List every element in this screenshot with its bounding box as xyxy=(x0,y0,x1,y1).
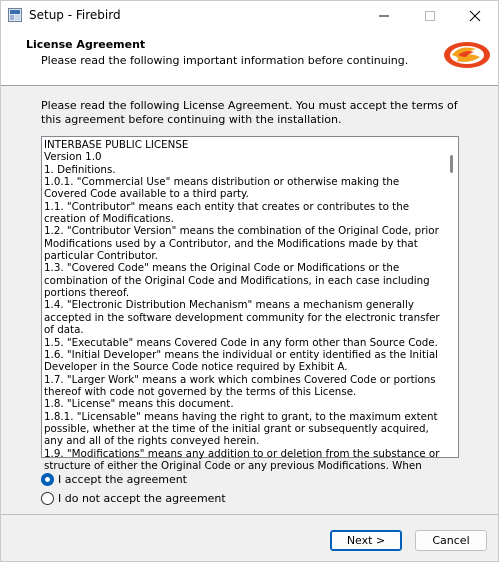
setup-app-icon xyxy=(8,8,22,22)
intro-text: Please read the following License Agreement. You must accept the terms of this agreement before continuing with the installation. xyxy=(41,99,458,126)
minimize-button[interactable] xyxy=(361,1,407,30)
page-subtitle: Please read the following important information before continuing. xyxy=(41,54,409,67)
accept-label: I accept the agreement xyxy=(58,472,187,486)
accept-radio[interactable] xyxy=(41,473,54,486)
decline-radio[interactable] xyxy=(41,492,54,505)
window-title: Setup - Firebird xyxy=(29,8,121,22)
next-button[interactable]: Next > xyxy=(330,530,402,551)
page-title: License Agreement xyxy=(26,38,146,51)
close-icon xyxy=(470,11,480,21)
firebird-logo-icon xyxy=(442,40,492,70)
cancel-button[interactable]: Cancel xyxy=(415,530,487,551)
minimize-icon xyxy=(379,11,389,21)
close-button[interactable] xyxy=(452,1,498,30)
title-bar[interactable] xyxy=(1,1,498,30)
scrollbar-thumb[interactable] xyxy=(450,155,453,173)
footer-divider xyxy=(1,514,498,515)
decline-option[interactable] xyxy=(41,490,226,506)
license-textbox[interactable] xyxy=(41,136,459,472)
license-text: INTERBASE PUBLIC LICENSE Version 1.0 1. Definitions. 1.0.1. "Commercial Use" means distribution or otherwise making the Covered Code available to a third party. 1.1. "Contributor" means each entity that creates or contributes to the creation of Modifications. 1.2. "Contributor Version" means the combination of the Original Code, prior Modifications used by a Contributor, and the Modifications made by that particular Contributor. 1.3. "Covered Code" means the Original Code or Modifications or the combination of the Original Code and Modifications, in each case including portions thereof. 1.4. "Electronic Distribution Mechanism" means a mechanism generally accepted in the software development community for the electronic transfer of data. 1.5. "Executable" means Covered Code in any form other than Source Code. 1.6. "Initial Developer" means the individual or entity identified as the Initial Developer in the Source Code notice required by Exhibit A. 1.7. "Larger Work" means a work which combines Covered Code or portions thereof with code not governed by the terms of this License. 1.8. "License" means this document. 1.8.1. "Licensable" means having the right to grant, to the maximum extent possible, whether at the time of the initial grant or subsequently acquired, any and all of the rights conveyed herein. 1.9. "Modifications" means any addition to or deletion from the substance or structure of either the Original Code or any previous Modifications. When xyxy=(44,139,440,472)
maximize-icon xyxy=(425,11,435,21)
accept-option[interactable] xyxy=(41,471,187,487)
maximize-button[interactable] xyxy=(407,1,453,30)
decline-label: I do not accept the agreement xyxy=(58,491,226,505)
license-scrollbar[interactable] xyxy=(444,137,458,457)
wizard-header xyxy=(1,30,498,86)
